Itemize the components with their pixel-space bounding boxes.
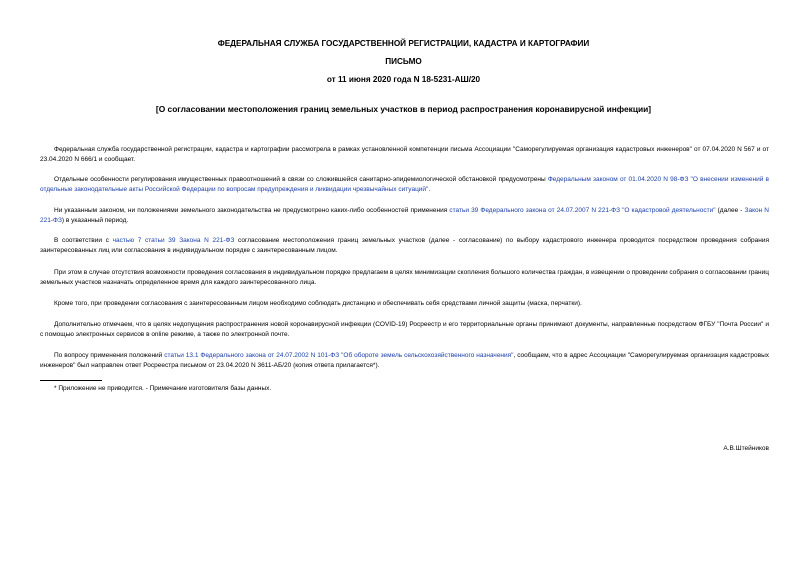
paragraph-8-text: По вопросу применения положений [54, 352, 165, 359]
law-221-fz-article-39-link[interactable]: статьи 39 Федерального закона от 24.07.2007 N 221-ФЗ "О кадастровой деятельности" [449, 207, 716, 214]
paragraph-1-text: Федеральная служба государственной регистрации, кадастра и картографии рассмотрела в рамках установленной компетенции письма Ассоциации "Саморегулируемая организация кадастровых инженеров" от 07.04.2020 N 567 и от 23.04.2020 N 666/1 и сообщает. [40, 146, 769, 163]
signature: А.В.Штейников [723, 445, 769, 452]
part-7-article-39-link[interactable]: частью 7 статьи 39 Закона N 221-ФЗ [112, 237, 235, 244]
law-98-fz-link[interactable]: Федеральным законом от 01.04.2020 N 98-ФЗ "О внесении изменений в отдельные законодательные акты Российской Федерации по вопросам предупреждения и ликвидации чрезвычайных ситуаций" [40, 176, 769, 193]
paragraph-7 [40, 320, 769, 339]
paragraph-5 [40, 268, 769, 287]
paragraph-3-text: Ни указанным законом, ни положениями земельного законодательства не предусмотрено каких-либо особенностей применения [54, 207, 450, 214]
paragraph-2-end: . [428, 185, 431, 193]
document-type: ПИСЬМО [385, 57, 422, 66]
paragraph-4 [40, 236, 769, 255]
paragraph-6-text: Кроме того, при проведении согласования с заинтересованным лицом необходимо соблюдать дистанцию и обеспечивать себя средствами личной защиты (маска, перчатки). [54, 300, 582, 307]
paragraph-1 [40, 145, 769, 164]
law-221-fz-link[interactable]: Закон N 221-ФЗ [40, 207, 769, 224]
paragraph-3-end: ) в указанный период. [61, 216, 129, 224]
paragraph-2 [40, 175, 769, 194]
document-subject: [О согласовании местоположения границ земельных участков в период распространения коронавирусной инфекции] [155, 104, 652, 114]
paragraph-4-text: В соответствии с [54, 237, 113, 244]
footnote: * Приложение не приводится. - Примечание изготовителя базы данных. [54, 385, 272, 392]
paragraph-5-text: При этом в случае отсутствия возможности проведения согласования в индивидуальном порядке предлагаем в целях минимизации скопления большого количества граждан, в извещении о проведении собрания о согласовании границ земельных участков назначать определенное время для каждого заинтересованного лица. [40, 269, 769, 286]
paragraph-2-text: Отдельные особенности регулирования имущественных правоотношений в связи со сложившейся санитарно-эпидемиологической обстановкой предусмотрены [54, 176, 548, 183]
paragraph-4-end: согласование местоположения границ земельных участков (далее - согласование) по выбору кадастрового инженера проводится посредством проведения собрания заинтересованных лиц или согласования в индивидуальном порядке с заинтересованным лицом. [40, 237, 770, 254]
agency-title: ФЕДЕРАЛЬНАЯ СЛУЖБА ГОСУДАРСТВЕННОЙ РЕГИСТРАЦИИ, КАДАСТРА И КАРТОГРАФИИ [217, 39, 590, 48]
paragraph-6 [40, 299, 769, 309]
paragraph-3-mid: (далее - [715, 207, 745, 214]
paragraph-3 [40, 206, 769, 225]
footnote-divider [40, 380, 102, 381]
paragraph-8 [40, 351, 769, 370]
paragraph-8-end: , сообщаем, что в адрес Ассоциации "Саморегулируемая организация кадастровых инженеров" был направлен ответ Росреестра письмом от 23.04.2020 N 3611-АБ/20 (копия ответа прилагается*). [40, 352, 769, 369]
document-reference: от 11 июня 2020 года N 18-5231-АШ/20 [326, 75, 481, 84]
law-101-fz-article-13-1-link[interactable]: статьи 13.1 Федерального закона от 24.07.2002 N 101-ФЗ "Об обороте земель сельскохозяйственного назначения" [164, 352, 514, 359]
paragraph-7-text: Дополнительно отмечаем, что в целях недопущения распространения новой коронавирусной инфекции (COVID-19) Росреестр и его территориальные органы принимают документы, направленные посредством ФГБУ "Почта России" и с помощью электронных сервисов в online режиме, а также по электронной почте. [40, 321, 769, 338]
